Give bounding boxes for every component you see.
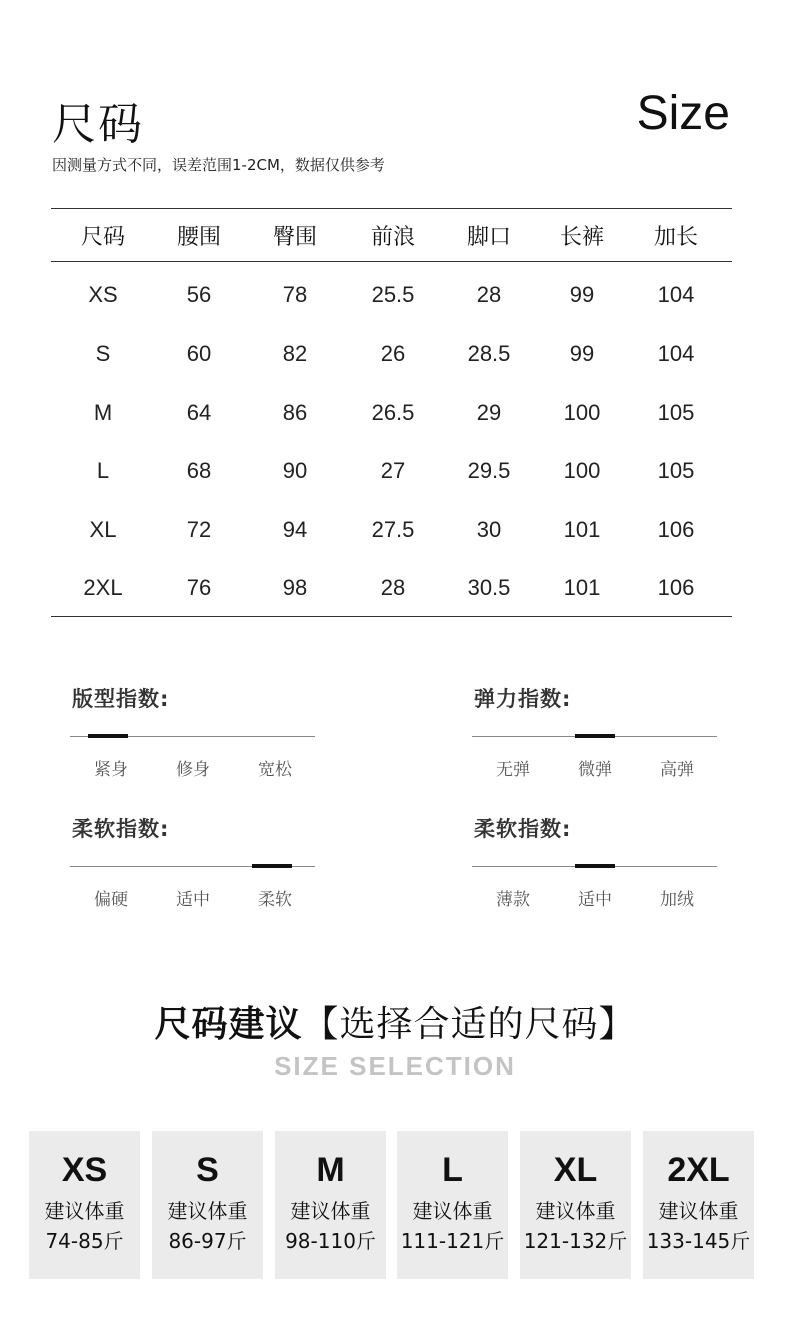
page-title-en: Size xyxy=(636,87,730,140)
table-cell: 82 xyxy=(282,341,308,366)
table-size-cell: 2XL xyxy=(83,575,123,600)
table-cell: 101 xyxy=(563,575,601,600)
size-card xyxy=(29,1131,140,1279)
table-cell: 28 xyxy=(476,282,502,307)
table-cell: 100 xyxy=(563,458,601,483)
table-cell: 29.5 xyxy=(467,458,511,483)
index-scale-label: 偏硬 xyxy=(94,890,128,910)
table-cell: 26 xyxy=(380,341,406,366)
index-title: 柔软指数: xyxy=(474,817,572,841)
index-scale-label: 适中 xyxy=(176,890,210,910)
size-card-label: 建议体重 xyxy=(412,1199,493,1223)
table-top-rule xyxy=(51,208,732,209)
table-cell: 86 xyxy=(282,400,308,425)
size-card xyxy=(520,1131,631,1279)
table-cell: 28.5 xyxy=(467,341,511,366)
table-cell: 105 xyxy=(657,400,695,425)
index-scale-label: 宽松 xyxy=(258,760,292,780)
index-scale-label: 修身 xyxy=(176,760,210,780)
size-card-label: 建议体重 xyxy=(290,1199,371,1223)
table-cell: 30 xyxy=(476,517,502,542)
table-header-cell: 加长 xyxy=(653,225,698,250)
index-scale-label: 微弹 xyxy=(578,760,612,780)
size-card-size: S xyxy=(196,1151,219,1189)
size-card xyxy=(397,1131,508,1279)
size-card-weight-range: 98-110斤 xyxy=(285,1229,376,1253)
table-size-cell: XS xyxy=(88,282,118,307)
index-scale-label: 紧身 xyxy=(94,760,128,780)
table-cell: 72 xyxy=(186,517,212,542)
table-cell: 26.5 xyxy=(371,400,415,425)
size-card-label: 建议体重 xyxy=(44,1199,125,1223)
size-card xyxy=(643,1131,754,1279)
table-cell: 27 xyxy=(380,458,406,483)
size-card-size: L xyxy=(442,1151,463,1189)
size-suggestion-title-bold: 尺码建议 xyxy=(154,1004,303,1045)
index-scale-label: 加绒 xyxy=(660,890,694,910)
size-card-size: XS xyxy=(61,1151,108,1189)
size-card xyxy=(275,1131,386,1279)
size-card-label: 建议体重 xyxy=(658,1199,739,1223)
table-cell: 90 xyxy=(282,458,308,483)
size-card-weight-range: 86-97斤 xyxy=(168,1229,247,1253)
table-cell: 78 xyxy=(282,282,308,307)
size-suggestion-title xyxy=(0,996,790,1047)
table-cell: 94 xyxy=(282,517,308,542)
size-card-weight-range: 111-121斤 xyxy=(400,1229,505,1253)
size-card-label: 建议体重 xyxy=(167,1199,248,1223)
table-header-cell: 尺码 xyxy=(80,225,125,250)
table-cell: 98 xyxy=(282,575,308,600)
table-cell: 76 xyxy=(186,575,212,600)
table-size-cell: M xyxy=(93,400,113,425)
index-scale-label: 适中 xyxy=(578,890,612,910)
index-selected-marker xyxy=(88,734,128,738)
index-scale-label: 薄款 xyxy=(496,890,530,910)
table-cell: 105 xyxy=(657,458,695,483)
table-header-cell: 脚口 xyxy=(466,225,511,250)
size-card-weight-range: 133-145斤 xyxy=(646,1229,751,1253)
size-selection-subtitle: SIZE SELECTION xyxy=(274,1051,516,1081)
table-size-cell: S xyxy=(95,341,111,366)
index-scale-label: 无弹 xyxy=(496,760,530,780)
index-title: 版型指数: xyxy=(72,687,170,711)
index-selected-marker xyxy=(575,734,615,738)
size-suggestion-title-thin: 【选择合适的尺码】 xyxy=(302,1004,636,1045)
size-card-label: 建议体重 xyxy=(535,1199,616,1223)
table-cell: 28 xyxy=(380,575,406,600)
index-selected-marker xyxy=(575,864,615,868)
table-header-cell: 臀围 xyxy=(272,225,317,250)
table-cell: 25.5 xyxy=(371,282,415,307)
index-title: 弹力指数: xyxy=(474,687,572,711)
table-cell: 60 xyxy=(186,341,212,366)
table-header-cell: 腰围 xyxy=(176,225,221,250)
table-cell: 106 xyxy=(657,575,695,600)
table-cell: 104 xyxy=(657,341,695,366)
table-size-cell: L xyxy=(96,458,110,483)
table-size-cell: XL xyxy=(89,517,117,542)
table-cell: 99 xyxy=(569,341,595,366)
table-cell: 104 xyxy=(657,282,695,307)
table-cell: 99 xyxy=(569,282,595,307)
table-cell: 29 xyxy=(476,400,502,425)
table-cell: 100 xyxy=(563,400,601,425)
table-cell: 27.5 xyxy=(371,517,415,542)
size-card xyxy=(152,1131,263,1279)
table-header-cell: 前浪 xyxy=(370,225,415,250)
table-cell: 68 xyxy=(186,458,212,483)
measurement-note: 因测量方式不同，误差范围1-2CM，数据仅供参考 xyxy=(52,156,385,174)
index-scale-label: 高弹 xyxy=(660,760,694,780)
index-scale-label: 柔软 xyxy=(258,890,292,910)
page-title-cn: 尺码 xyxy=(52,99,144,150)
table-cell: 64 xyxy=(186,400,212,425)
table-cell: 101 xyxy=(563,517,601,542)
size-card-size: XL xyxy=(553,1151,598,1189)
table-bottom-rule xyxy=(51,616,732,617)
table-cell: 56 xyxy=(186,282,212,307)
table-header-cell: 长裤 xyxy=(559,225,604,250)
table-cell: 30.5 xyxy=(467,575,511,600)
size-card-weight-range: 121-132斤 xyxy=(523,1229,628,1253)
index-selected-marker xyxy=(252,864,292,868)
size-card-size: 2XL xyxy=(667,1151,730,1189)
table-cell: 106 xyxy=(657,517,695,542)
index-title: 柔软指数: xyxy=(72,817,170,841)
size-card-size: M xyxy=(316,1151,345,1189)
size-card-weight-range: 74-85斤 xyxy=(45,1229,124,1253)
table-header-rule xyxy=(51,261,732,262)
